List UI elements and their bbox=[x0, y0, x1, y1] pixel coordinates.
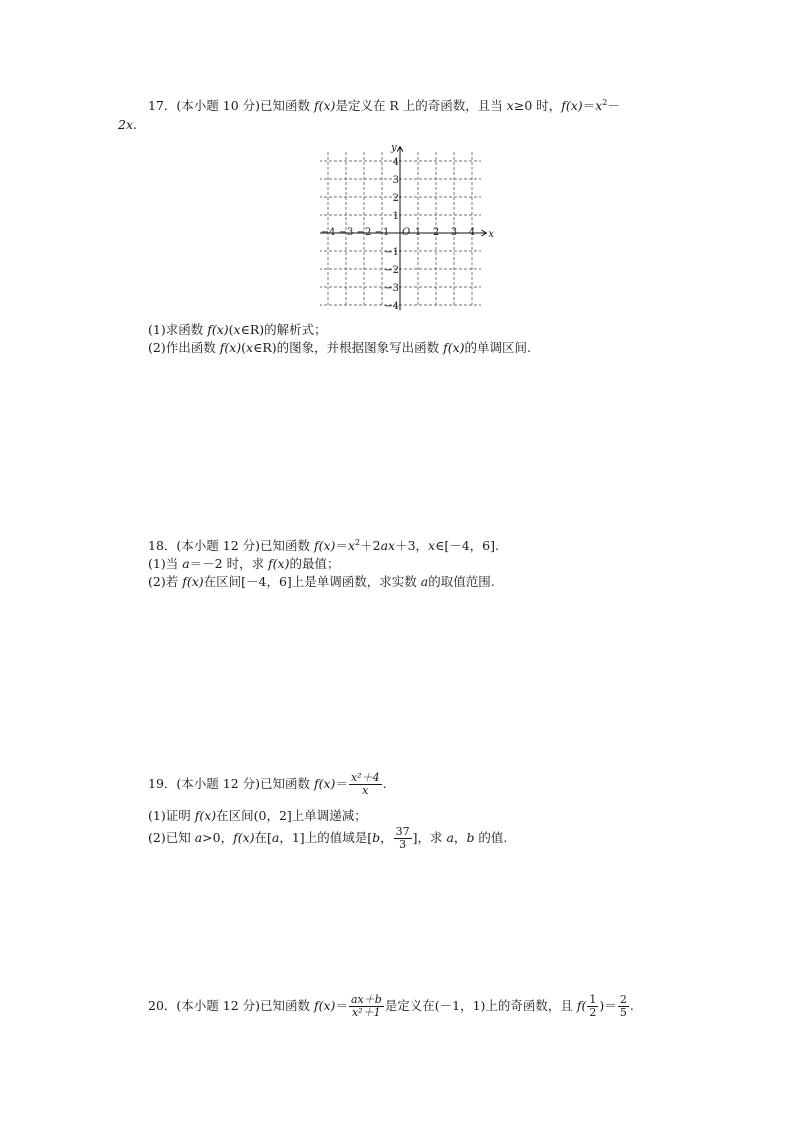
q17-text-e: － bbox=[607, 98, 620, 113]
q18-part1-end: 的最值； bbox=[289, 556, 340, 571]
q18-intro: 18．(本小题 12 分)已知函数 bbox=[148, 538, 314, 553]
q17-part2 bbox=[148, 340, 531, 356]
q19-part2-mid: ]，求 bbox=[412, 830, 447, 845]
numerator: 2 bbox=[619, 993, 627, 1006]
comma: ， bbox=[453, 830, 467, 845]
denominator: x²＋1 bbox=[352, 1006, 381, 1019]
square-exponent: 2 bbox=[602, 98, 608, 107]
a-var: a bbox=[271, 830, 280, 845]
q17-part1-end: ∈R)的解析式； bbox=[240, 322, 327, 337]
x-tick-label: 4 bbox=[468, 227, 476, 238]
x-tick-label: 1 bbox=[414, 227, 422, 238]
x-var: x bbox=[246, 340, 254, 355]
q20-mid: 是定义在(－1，1)上的奇函数，且 bbox=[384, 998, 577, 1013]
y-axis-label: y bbox=[391, 142, 397, 154]
fx: f(x) bbox=[314, 998, 336, 1013]
period: . bbox=[382, 776, 387, 791]
a-var: a bbox=[194, 830, 203, 845]
fx: f(x) bbox=[219, 340, 242, 355]
q17-part2-end: 的单调区间. bbox=[464, 340, 532, 355]
plus-three: ＋3， bbox=[395, 538, 429, 553]
fraction-half bbox=[587, 994, 598, 1019]
f-close: )＝ bbox=[599, 998, 617, 1013]
y-tick-label: 1 bbox=[392, 211, 399, 222]
a-var: a bbox=[420, 574, 429, 589]
b-var: b bbox=[466, 830, 475, 845]
fx: f(x) bbox=[268, 556, 290, 571]
a-var: a bbox=[446, 830, 454, 845]
domain-text: ∈[－4，6]. bbox=[435, 538, 499, 553]
q17-text-b: 是定义在 R 上的奇函数，且当 bbox=[335, 98, 507, 113]
equals: ＝ bbox=[335, 998, 348, 1013]
y-tick-label: −2 bbox=[384, 265, 399, 276]
denominator: x bbox=[362, 784, 369, 797]
q17-part2-mid: ∈R)的图象，并根据图象写出函数 bbox=[253, 340, 444, 355]
fx: f(x) bbox=[207, 322, 229, 337]
numerator: 37 bbox=[395, 825, 410, 838]
x-var: x bbox=[428, 538, 436, 553]
q18-part2-mid: 在区间[－4，6]上是单调函数，求实数 bbox=[203, 574, 421, 589]
q20-intro: 20．(本小题 12 分)已知函数 bbox=[148, 998, 314, 1013]
origin-label: O bbox=[402, 227, 411, 238]
y-tick-label: 2 bbox=[392, 193, 399, 204]
x-tick-label: 2 bbox=[432, 227, 440, 238]
paren: ( bbox=[241, 340, 247, 355]
x-tick-label: −3 bbox=[338, 227, 354, 238]
q18-part1 bbox=[148, 556, 340, 572]
x-tick-label: −1 bbox=[374, 227, 390, 238]
q18-part1-text: (1)当 bbox=[148, 556, 183, 571]
denominator: 2 bbox=[589, 1006, 597, 1019]
y-tick-label: −3 bbox=[384, 283, 399, 294]
period: . bbox=[629, 998, 634, 1013]
equals: ＝ bbox=[335, 538, 348, 553]
ax-term bbox=[381, 538, 396, 553]
x-var: x bbox=[347, 538, 356, 553]
q17-part2-text: (2)作出函数 bbox=[148, 340, 220, 355]
q18-part1-mid: ＝－2 时，求 bbox=[189, 556, 269, 571]
x-tick-label: −2 bbox=[356, 227, 372, 238]
fraction bbox=[349, 772, 382, 797]
x-axis-label: x bbox=[488, 229, 495, 240]
q19-line1 bbox=[148, 772, 387, 797]
fx: f(x) bbox=[443, 340, 465, 355]
fx: f(x) bbox=[314, 776, 336, 791]
q19-part2 bbox=[148, 826, 507, 851]
gt-zero: >0， bbox=[202, 830, 234, 845]
x-var: x bbox=[506, 98, 514, 113]
f-open: f( bbox=[576, 998, 587, 1013]
denominator: 5 bbox=[619, 1006, 627, 1019]
q17-part1 bbox=[148, 322, 327, 338]
q17-intro: 17．(本小题 10 分)已知函数 bbox=[148, 98, 314, 113]
x-var: x bbox=[233, 322, 241, 337]
x-tick-label: 3 bbox=[450, 227, 458, 238]
denominator: 3 bbox=[399, 838, 407, 851]
comma: ， bbox=[380, 830, 393, 845]
y-tick-label: −1 bbox=[384, 247, 399, 258]
x-var: x bbox=[595, 98, 603, 113]
coordinate-grid bbox=[320, 140, 504, 316]
q19-part2-text: (2)已知 bbox=[148, 830, 195, 845]
square-exponent: 2 bbox=[355, 538, 361, 547]
b-var: b bbox=[372, 830, 381, 845]
fx: f(x) bbox=[561, 98, 583, 113]
q17-part1-text: (1)求函数 bbox=[148, 322, 208, 337]
y-tick-label: −4 bbox=[384, 301, 399, 312]
q17-text-d: ＝ bbox=[582, 98, 596, 113]
plus-two: ＋2 bbox=[360, 538, 381, 553]
y-tick-label: 3 bbox=[392, 175, 399, 186]
fx: f(x) bbox=[233, 830, 255, 845]
numerator: x²＋4 bbox=[350, 771, 380, 784]
fx: f(x) bbox=[314, 98, 336, 113]
q18-part2 bbox=[148, 574, 495, 590]
fraction-two-fifths bbox=[618, 994, 629, 1019]
fx: f(x) bbox=[194, 808, 217, 823]
q19-part1 bbox=[148, 808, 367, 824]
numerator: 1 bbox=[589, 993, 597, 1006]
y-tick-label: 4 bbox=[392, 157, 399, 168]
a-var: a bbox=[182, 556, 190, 571]
equals: ＝ bbox=[335, 776, 348, 791]
q18-part2-end: 的取值范围. bbox=[428, 574, 495, 589]
q18-part2-text: (2)若 bbox=[148, 574, 183, 589]
interval-open: 在[ bbox=[254, 830, 272, 845]
x-tick-label: −4 bbox=[320, 227, 336, 238]
numerator: ax＋b bbox=[350, 993, 382, 1006]
range-text: ，1]上的值域是[ bbox=[279, 830, 373, 845]
q19-part2-end: 的值. bbox=[474, 830, 508, 845]
q17-text-c: ≥0 时， bbox=[513, 98, 562, 113]
q17-line1 bbox=[148, 98, 620, 114]
a-var: a bbox=[380, 538, 389, 553]
fraction bbox=[394, 826, 412, 851]
fx: f(x) bbox=[182, 574, 204, 589]
fraction bbox=[349, 994, 384, 1019]
q20-line1 bbox=[148, 994, 634, 1019]
q19-part1-text: (1)证明 bbox=[148, 808, 195, 823]
q19-part1-end: 在区间(0，2]上单调递减； bbox=[216, 808, 367, 823]
q19-intro: 19．(本小题 12 分)已知函数 bbox=[148, 776, 314, 791]
q17-line2: 2x. bbox=[118, 117, 137, 132]
paren: ( bbox=[228, 322, 234, 337]
fx: f(x) bbox=[314, 538, 336, 553]
x-var: x bbox=[388, 538, 396, 553]
q18-line1 bbox=[148, 538, 499, 554]
